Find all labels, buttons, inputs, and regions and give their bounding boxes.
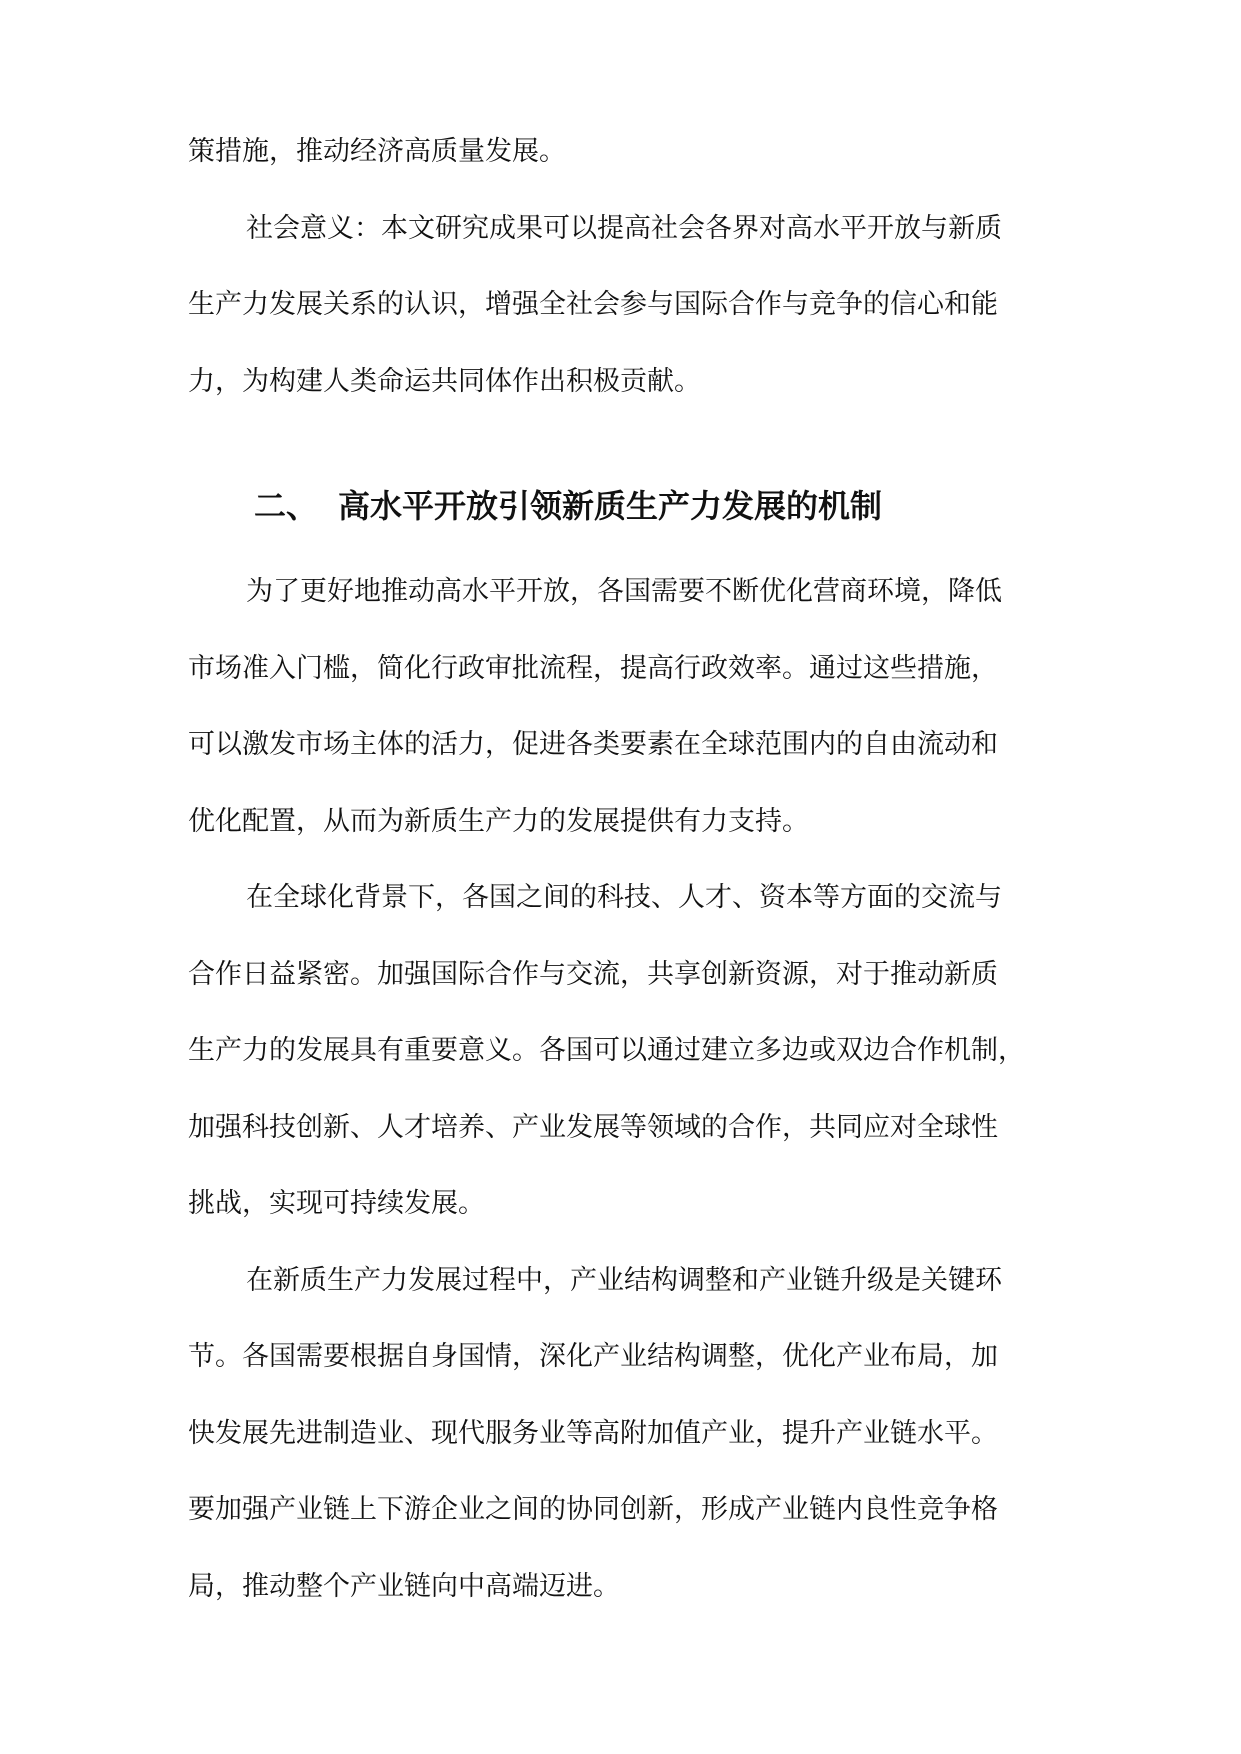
paragraph-1-line-1: 为了更好地推动高水平开放，各国需要不断优化营商环境，降低	[246, 576, 1002, 607]
paragraph-2-line-3: 生产力的发展具有重要意义。各国可以通过建立多边或双边合作机制，	[188, 1035, 1025, 1066]
social-significance-line-2: 生产力发展关系的认识，增强全社会参与国际合作与竞争的信心和能	[188, 289, 998, 320]
paragraph-1-line-3: 可以激发市场主体的活力，促进各类要素在全球范围内的自由流动和	[188, 729, 998, 760]
paragraph-3-line-5: 局，推动整个产业链向中高端迈进。	[188, 1571, 620, 1602]
paragraph-1-line-2: 市场准入门槛，简化行政审批流程，提高行政效率。通过这些措施，	[188, 653, 998, 684]
section-heading-title: 高水平开放引领新质生产力发展的机制	[338, 487, 883, 525]
social-significance-line-1: 社会意义：本文研究成果可以提高社会各界对高水平开放与新质	[246, 213, 1002, 244]
paragraph-2-line-2: 合作日益紧密。加强国际合作与交流，共享创新资源，对于推动新质	[188, 959, 998, 990]
paragraph-2-line-4: 加强科技创新、人才培养、产业发展等领域的合作，共同应对全球性	[188, 1112, 998, 1143]
paragraph-1-line-4: 优化配置，从而为新质生产力的发展提供有力支持。	[188, 806, 809, 837]
section-heading	[0, 488, 1241, 524]
social-significance-line-3: 力，为构建人类命运共同体作出积极贡献。	[188, 366, 701, 397]
section-heading-number: 二、	[254, 487, 319, 525]
paragraph-2-line-5: 挑战，实现可持续发展。	[188, 1188, 485, 1219]
paragraph-3-line-3: 快发展先进制造业、现代服务业等高附加值产业，提升产业链水平。	[188, 1418, 998, 1449]
paragraph-3-line-4: 要加强产业链上下游企业之间的协同创新，形成产业链内良性竞争格	[188, 1494, 998, 1525]
paragraph-3-line-2: 节。各国需要根据自身国情，深化产业结构调整，优化产业布局，加	[188, 1341, 998, 1372]
paragraph-3-line-1: 在新质生产力发展过程中，产业结构调整和产业链升级是关键环	[246, 1265, 1002, 1296]
intro-tail-line: 策措施，推动经济高质量发展。	[188, 136, 566, 167]
paragraph-2-line-1: 在全球化背景下，各国之间的科技、人才、资本等方面的交流与	[246, 882, 1002, 913]
